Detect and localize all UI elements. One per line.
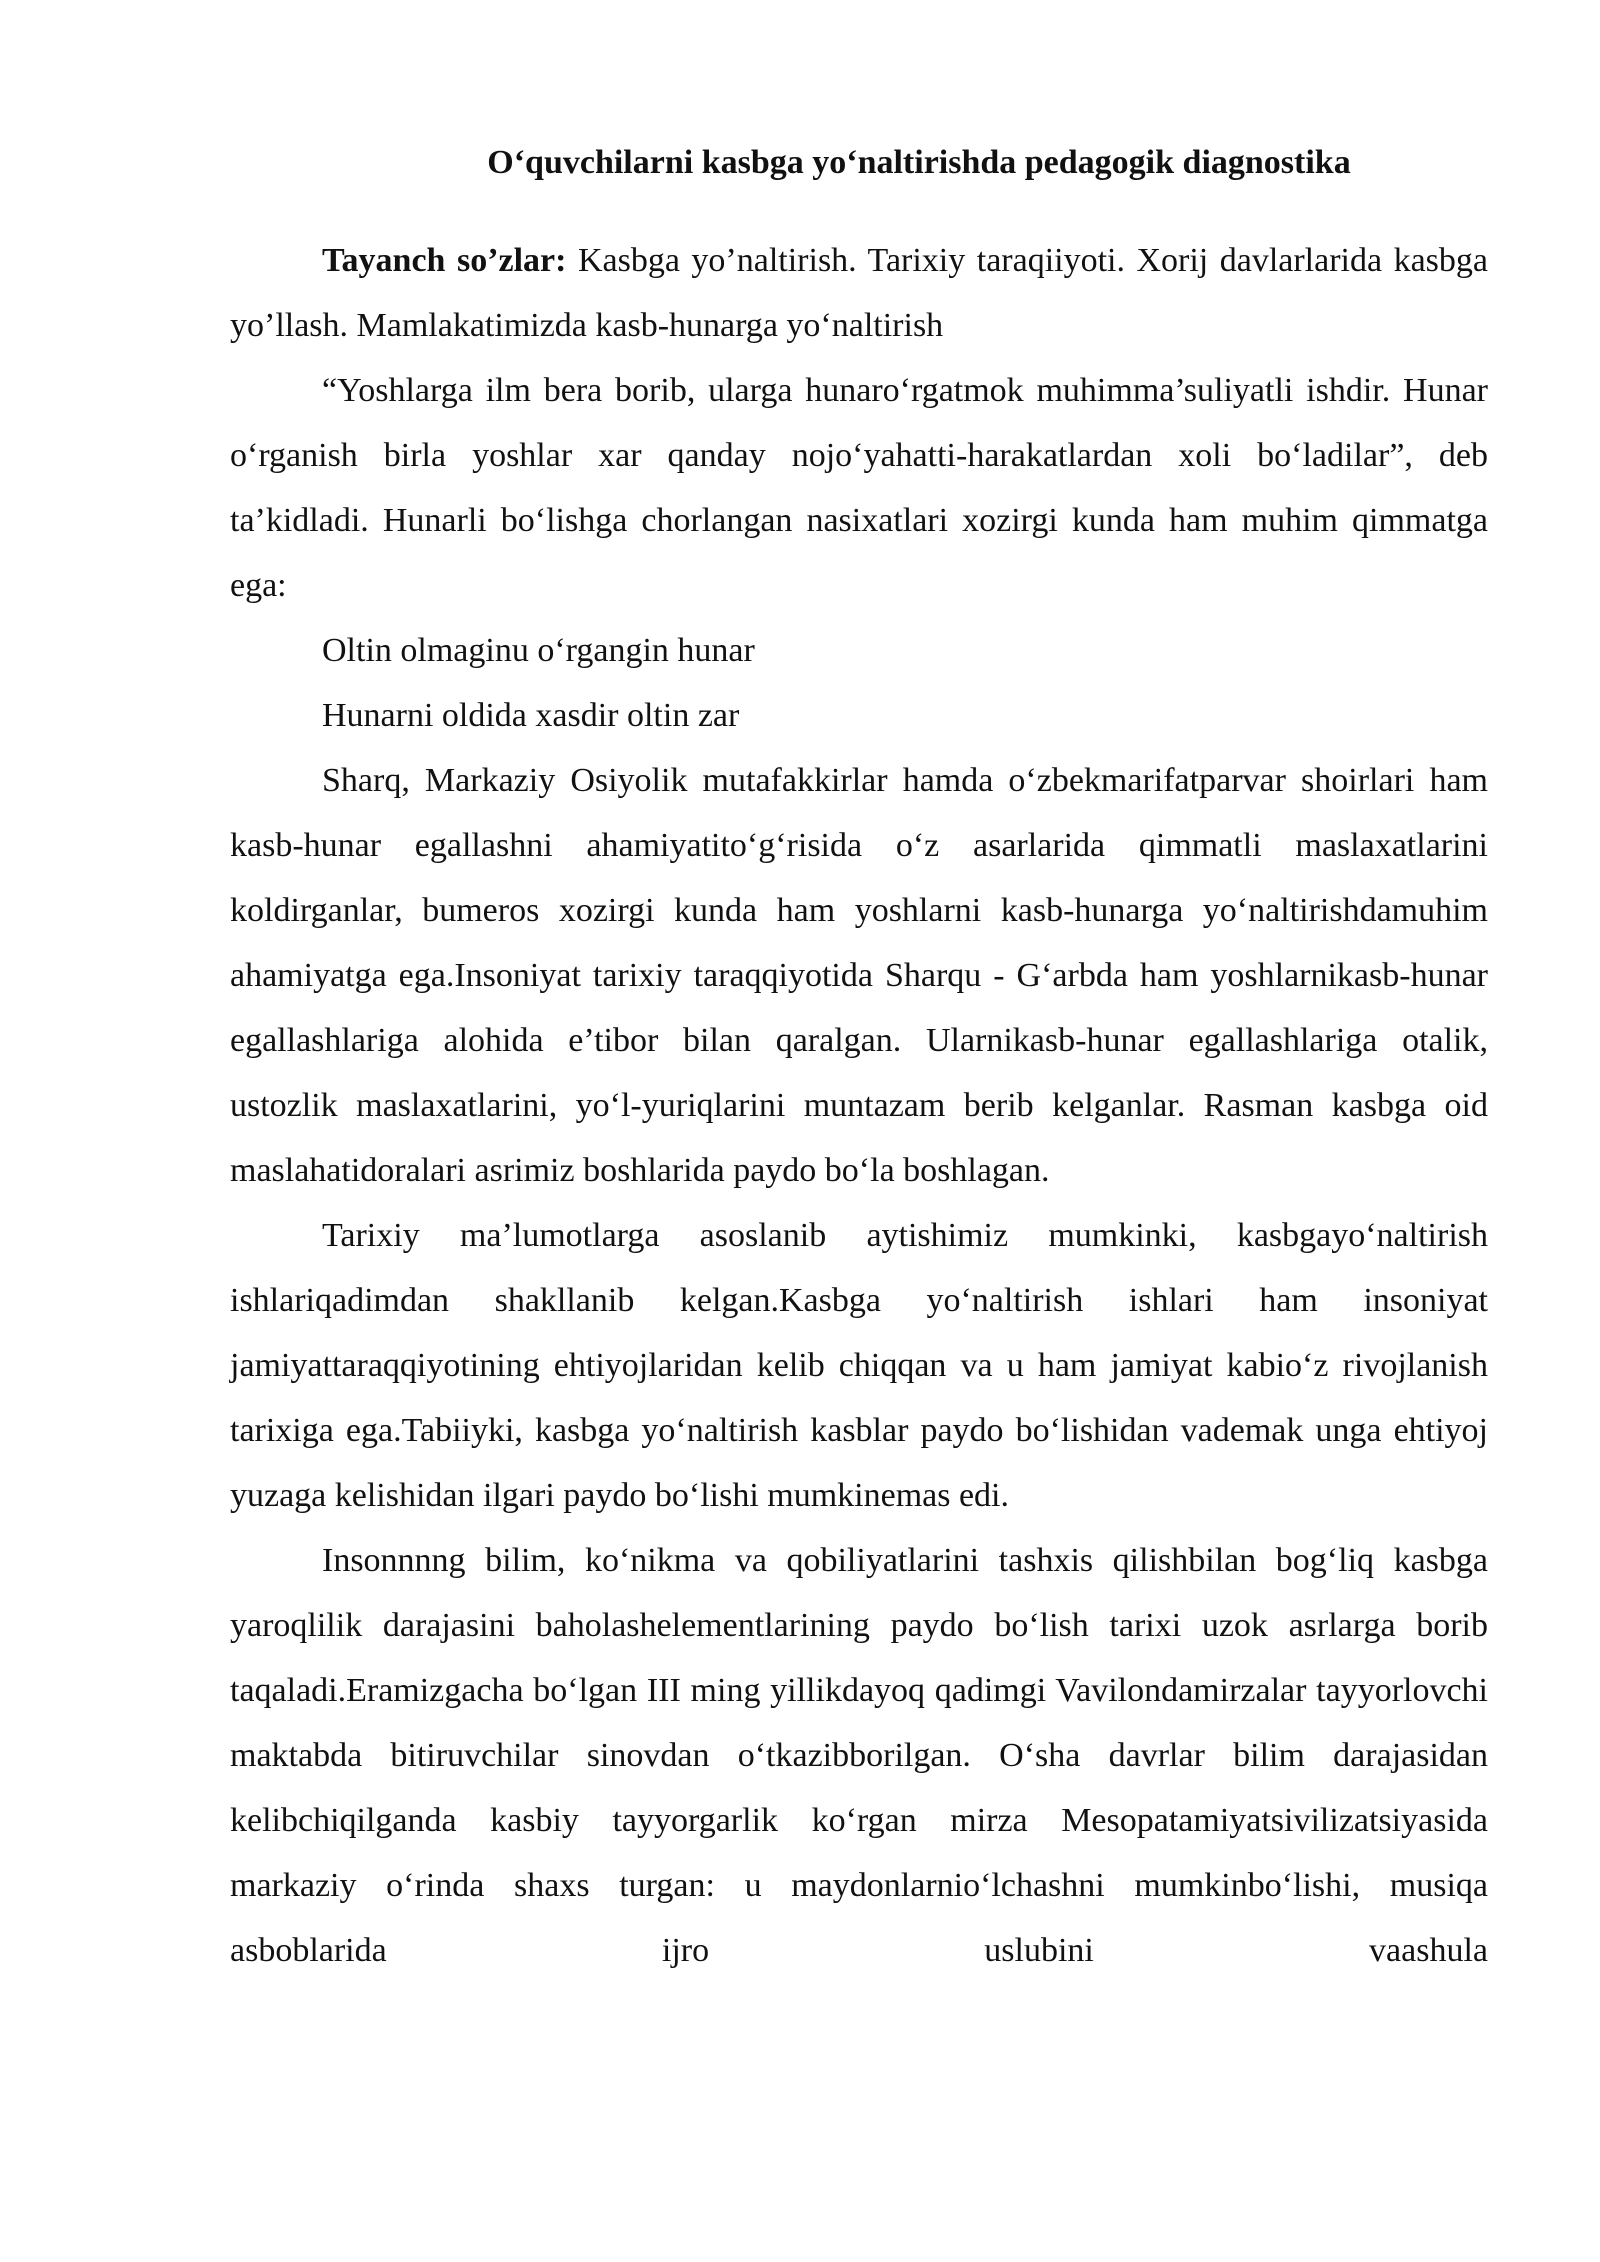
document-title: O‘quvchilarni kasbga yo‘naltirishda pedagogik diagnostika	[487, 144, 1351, 181]
keywords-label: Tayanch so’zlar:	[322, 242, 567, 279]
paragraph-insonning: Insonnnng bilim, ko‘nikma va qobiliyatlarini tashxis qilishbilan bog‘liq kasbga yaroqlilik darajasini baholashelementlarining paydo bo‘lish tarixi uzok asrlarga borib taqaladi.Eramizgacha bo‘lgan III ming yillikdayoq qadimgi Vavilondamirzalar tayyorlovchi maktabda bitiruvchilar sinovdan o‘tkazibborilgan. O‘sha davrlar bilim darajasidan kelibchiqilganda kasbiy tayyorgarlik ko‘rgan mirza Mesopatamiyatsivilizatsiyasida markaziy o‘rinda shaxs turgan: u maydonlarnio‘lchashni mumkinbo‘lishi, musiqa asboblarida ijro uslubini vaashula	[230, 1542, 1488, 1969]
verse-line: Hunarni oldida xasdir oltin zar	[322, 697, 740, 734]
verse-line: Oltin olmaginu o‘rgangin hunar	[322, 632, 755, 669]
document-page	[230, 130, 1488, 1983]
keywords-paragraph	[230, 228, 1488, 358]
paragraph-intro: “Yoshlarga ilm bera borib, ularga hunaro‘rgatmok muhimma’suliyatli ishdir. Hunar o‘rganish birla yoshlar xar qanday nojo‘yahatti-harakatlardan xoli bo‘ladilar”, deb ta’kidladi. Hunarli bo‘lishga chorlangan nasixatlari xozirgi kunda ham muhim qimmatga ega:	[230, 372, 1488, 604]
paragraph-sharq: Sharq, Markaziy Osiyolik mutafakkirlar hamda o‘zbekmarifatparvar shoirlari ham kasb-hunar egallashni ahamiyatito‘g‘risida o‘z asarlarida qimmatli maslaxatlarini koldirganlar, bumeros xozirgi kunda ham yoshlarni kasb-hunarga yo‘naltirishdamuhim ahamiyatga ega.Insoniyat tarixiy taraqqiyotida Sharqu - G‘arbda ham yoshlarnikasb-hunar egallashlariga alohida e’tibor bilan qaralgan. Ularnikasb-hunar egallashlariga otalik, ustozlik maslaxatlarini, yo‘l-yuriqlarini muntazam berib kelganlar. Rasman kasbga oid maslahatidoralari asrimiz boshlarida paydo bo‘la boshlagan.	[230, 762, 1488, 1189]
paragraph-tarixiy: Tarixiy ma’lumotlarga asoslanib aytishimiz mumkinki, kasbgayo‘naltirish ishlariqadimdan shakllanib kelgan.Kasbga yo‘naltirish ishlari ham insoniyat jamiyattaraqqiyotining ehtiyojlaridan kelib chiqqan va u ham jamiyat kabio‘z rivojlanish tarixiga ega.Tabiiyki, kasbga yo‘naltirish kasblar paydo bo‘lishidan vademak unga ehtiyoj yuzaga kelishidan ilgari paydo bo‘lishi mumkinemas edi.	[230, 1217, 1488, 1514]
keywords-text: Kasbga yo’naltirish. Tarixiy taraqiiyoti. Xorij davlarlarida kasbga yo’llash. Mamlakatimizda kasb-hunarga yo‘naltirish	[230, 242, 1488, 344]
